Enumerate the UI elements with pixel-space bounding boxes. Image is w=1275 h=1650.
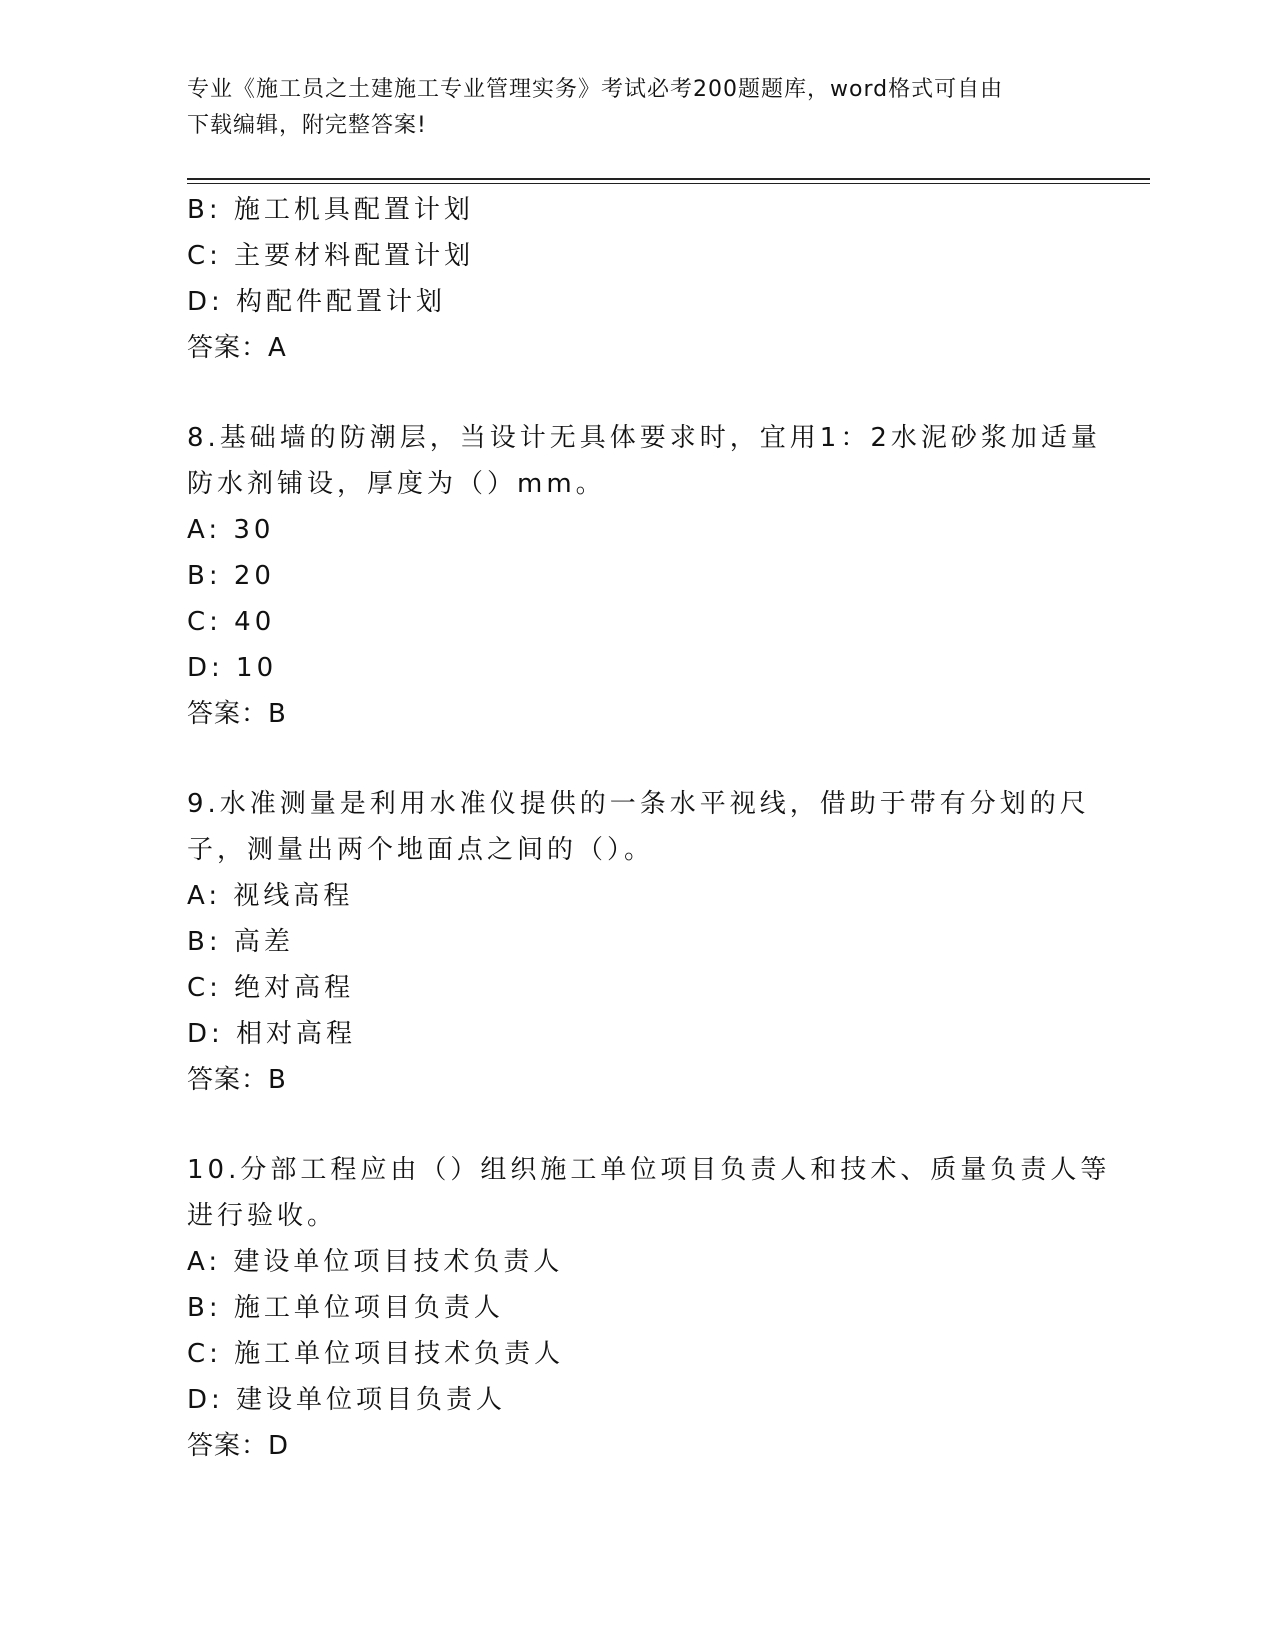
question-block [187,187,1087,371]
answer-option: D: 10 [187,653,278,683]
answer-key: 答案：B [187,699,287,729]
question-text-line: 防水剂铺设，厚度为（）mm。 [187,469,606,499]
question-text-line: 子，测量出两个地面点之间的（）。 [187,835,655,865]
answer-option: C: 主要材料配置计划 [187,241,475,271]
block-spacer [187,1103,1087,1147]
question-text-line: 进行验收。 [187,1201,338,1231]
answer-option: B: 施工机具配置计划 [187,195,474,225]
answer-option: A: 建设单位项目技术负责人 [187,1247,564,1277]
question-text-line: 10.分部工程应由（）组织施工单位项目负责人和技术、质量负责人等 [187,1155,1111,1185]
question-block [187,737,1090,1103]
question-text-line: 9.水准测量是利用水准仪提供的一条水平视线，借助于带有分划的尺 [187,789,1090,819]
question-block [187,371,1101,737]
document-header [187,72,1067,144]
answer-option: D: 建设单位项目负责人 [187,1385,507,1415]
header-rule-thick [187,178,1150,180]
answer-key: 答案：D [187,1431,290,1461]
header-rule-thin [187,183,1150,184]
question-block [187,1103,1111,1469]
header-line-1: 专业《施工员之土建施工专业管理实务》考试必考200题题库，word格式可自由 [187,77,1004,102]
question-text-line: 8.基础墙的防潮层，当设计无具体要求时，宜用1：2水泥砂浆加适量 [187,423,1101,453]
answer-option: B: 20 [187,561,275,591]
answer-option: B: 高差 [187,927,294,957]
answer-key: 答案：A [187,333,287,363]
answer-option: D: 构配件配置计划 [187,287,447,317]
answer-option: A: 30 [187,515,275,545]
block-spacer [187,737,1087,781]
question-list [187,187,1111,1469]
answer-option: A: 视线高程 [187,881,354,911]
answer-option: D: 相对高程 [187,1019,357,1049]
answer-option: C: 40 [187,607,276,637]
answer-option: B: 施工单位项目负责人 [187,1293,504,1323]
answer-key: 答案：B [187,1065,287,1095]
answer-option: C: 绝对高程 [187,973,355,1003]
answer-option: C: 施工单位项目技术负责人 [187,1339,565,1369]
header-line-2: 下载编辑，附完整答案! [187,113,427,138]
block-spacer [187,371,1087,415]
